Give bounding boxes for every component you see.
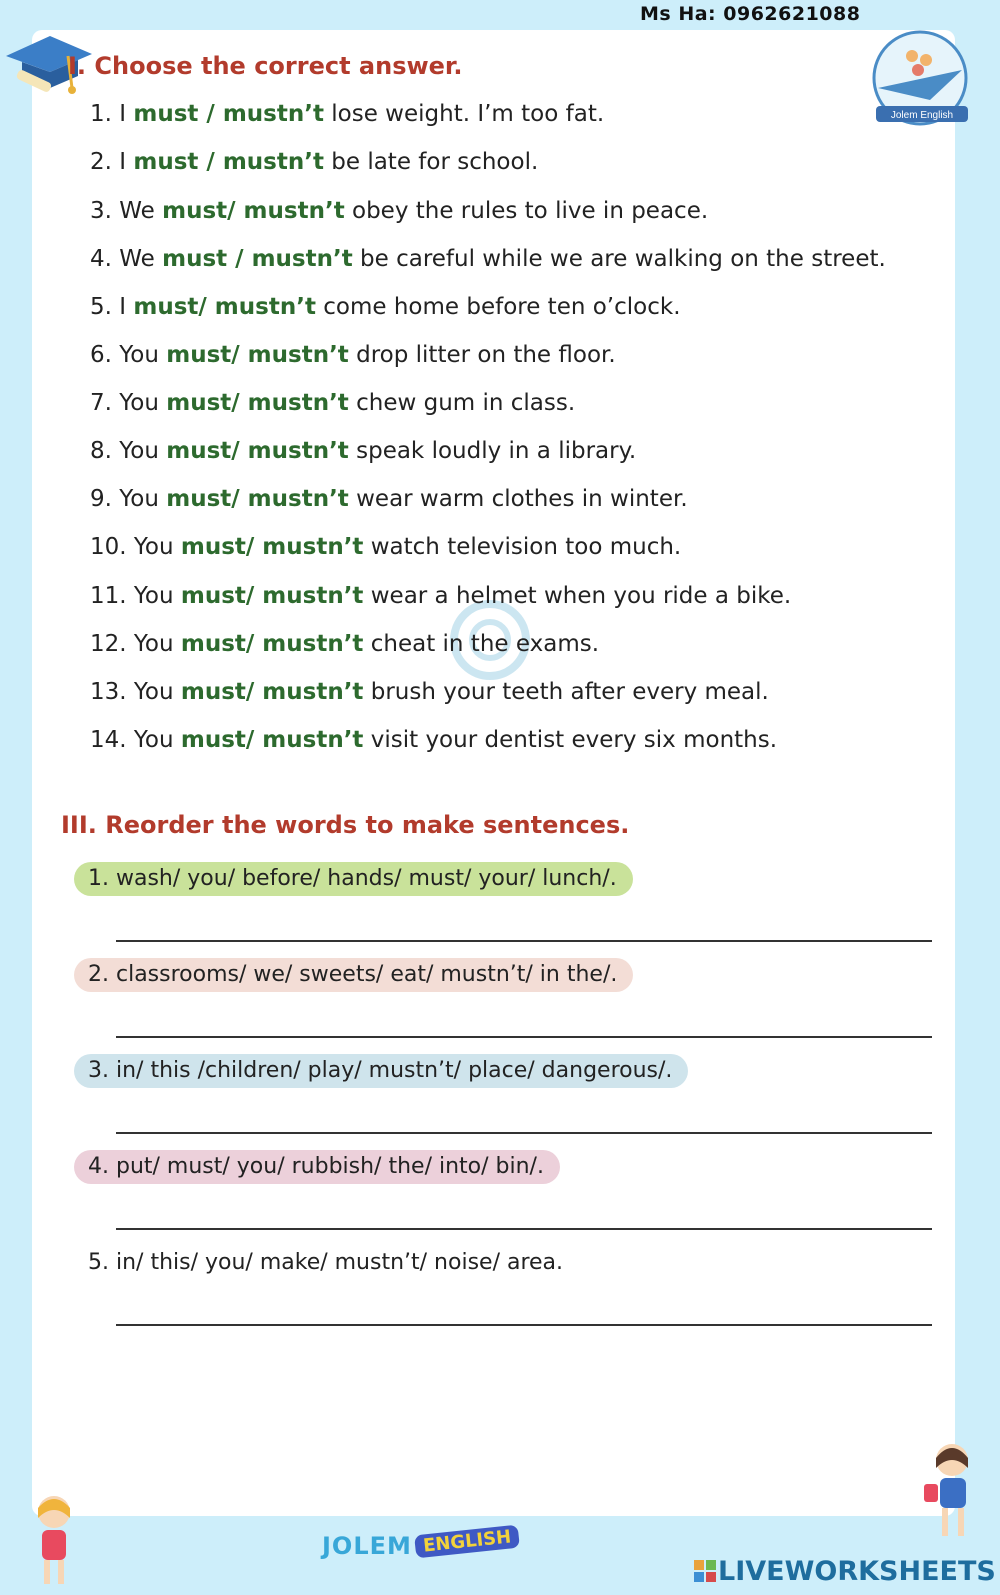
question-item (90, 149, 538, 175)
answer-options[interactable]: must/ mustn’t (166, 342, 349, 368)
question-item (90, 101, 604, 127)
reorder-prompt: 3. in/ this /children/ play/ mustn’t/ place/ dangerous/. (74, 1054, 688, 1088)
question-rest: speak loudly in a library. (356, 438, 637, 464)
question-rest: be late for school. (331, 149, 539, 175)
answer-line[interactable] (116, 1324, 932, 1326)
question-number: 7. (90, 390, 112, 416)
answer-line[interactable] (116, 1036, 932, 1038)
contact-header: Ms Ha: 0962621088 (640, 3, 861, 25)
question-rest: wear a helmet when you ride a bike. (370, 583, 792, 609)
question-number: 8. (90, 438, 112, 464)
question-rest: come home before ten o’clock. (323, 294, 681, 320)
liveworksheets-icon (694, 1560, 716, 1582)
question-number: 3. (90, 198, 112, 224)
answer-options[interactable]: must / mustn’t (162, 246, 353, 272)
question-rest: wear warm clothes in winter. (356, 486, 688, 512)
section-1-title: I. Choose the correct answer. (68, 52, 463, 80)
answer-options[interactable]: must/ mustn’t (166, 486, 349, 512)
question-rest: visit your dentist every six months. (370, 727, 778, 753)
question-rest: watch television too much. (370, 534, 682, 560)
question-number: 12. (90, 631, 127, 657)
reorder-prompt: 4. put/ must/ you/ rubbish/ the/ into/ bin/. (74, 1150, 560, 1184)
question-number: 13. (90, 679, 127, 705)
question-number: 10. (90, 534, 127, 560)
answer-options[interactable]: must/ mustn’t (180, 583, 364, 609)
question-item (90, 583, 791, 609)
question-subject: You (119, 342, 159, 368)
question-subject: You (119, 390, 159, 416)
answer-options[interactable]: must/ mustn’t (133, 294, 316, 320)
answer-line[interactable] (116, 940, 932, 942)
answer-options[interactable]: must/ mustn’t (166, 390, 349, 416)
answer-options[interactable]: must/ mustn’t (180, 679, 364, 705)
question-item (90, 294, 681, 320)
answer-line[interactable] (116, 1228, 932, 1230)
question-subject: I (119, 149, 127, 175)
question-subject: You (133, 727, 174, 753)
question-subject: You (133, 679, 174, 705)
question-number: 1. (90, 101, 112, 127)
question-rest: obey the rules to live in peace. (352, 198, 709, 224)
question-subject: You (119, 438, 159, 464)
question-rest: cheat in the exams. (370, 631, 600, 657)
girl-illustration-right (918, 1438, 984, 1550)
question-subject: You (119, 486, 159, 512)
question-number: 4. (90, 246, 112, 272)
question-item (90, 679, 769, 705)
question-subject: I (119, 101, 127, 127)
answer-options[interactable]: must/ mustn’t (162, 198, 345, 224)
brand-jolem: JOLEM (322, 1532, 412, 1560)
answer-options[interactable]: must/ mustn’t (180, 534, 364, 560)
question-subject: We (119, 198, 155, 224)
question-rest: drop litter on the floor. (356, 342, 616, 368)
question-subject: I (119, 294, 127, 320)
question-item (90, 727, 777, 753)
question-item (90, 246, 886, 272)
question-subject: You (133, 534, 174, 560)
answer-options[interactable]: must / mustn’t (133, 149, 324, 175)
question-item (90, 438, 636, 464)
question-item (90, 390, 575, 416)
brand-liveworksheets: LIVEWORKSHEETS (718, 1556, 996, 1587)
jolem-english-badge (870, 30, 974, 134)
question-rest: brush your teeth after every meal. (370, 679, 769, 705)
question-number: 6. (90, 342, 112, 368)
reorder-prompt: 2. classrooms/ we/ sweets/ eat/ mustn’t/ in the/. (74, 958, 633, 992)
question-subject: We (119, 246, 155, 272)
question-number: 5. (90, 294, 112, 320)
reorder-prompt: 1. wash/ you/ before/ hands/ must/ your/ lunch/. (74, 862, 633, 896)
question-item (90, 198, 708, 224)
question-number: 11. (90, 583, 127, 609)
question-number: 9. (90, 486, 112, 512)
question-rest: chew gum in class. (356, 390, 576, 416)
answer-options[interactable]: must / mustn’t (133, 101, 324, 127)
question-number: 14. (90, 727, 127, 753)
answer-options[interactable]: must/ mustn’t (166, 438, 349, 464)
answer-options[interactable]: must/ mustn’t (180, 727, 364, 753)
question-subject: You (133, 631, 174, 657)
section-2-title: III. Reorder the words to make sentences. (61, 811, 630, 839)
question-number: 2. (90, 149, 112, 175)
question-rest: lose weight. I’m too fat. (331, 101, 605, 127)
question-item (90, 631, 599, 657)
girl-illustration-left (24, 1490, 84, 1594)
question-item (90, 534, 681, 560)
answer-line[interactable] (116, 1132, 932, 1134)
question-rest: be careful while we are walking on the street. (360, 246, 886, 272)
question-subject: You (133, 583, 174, 609)
answer-options[interactable]: must/ mustn’t (180, 631, 364, 657)
badge-label: Jolem English (890, 110, 954, 121)
question-item (90, 342, 616, 368)
reorder-prompt: 5. in/ this/ you/ make/ mustn’t/ noise/ area. (74, 1246, 579, 1280)
question-item (90, 486, 688, 512)
brand-english: ENGLISH (414, 1525, 520, 1559)
